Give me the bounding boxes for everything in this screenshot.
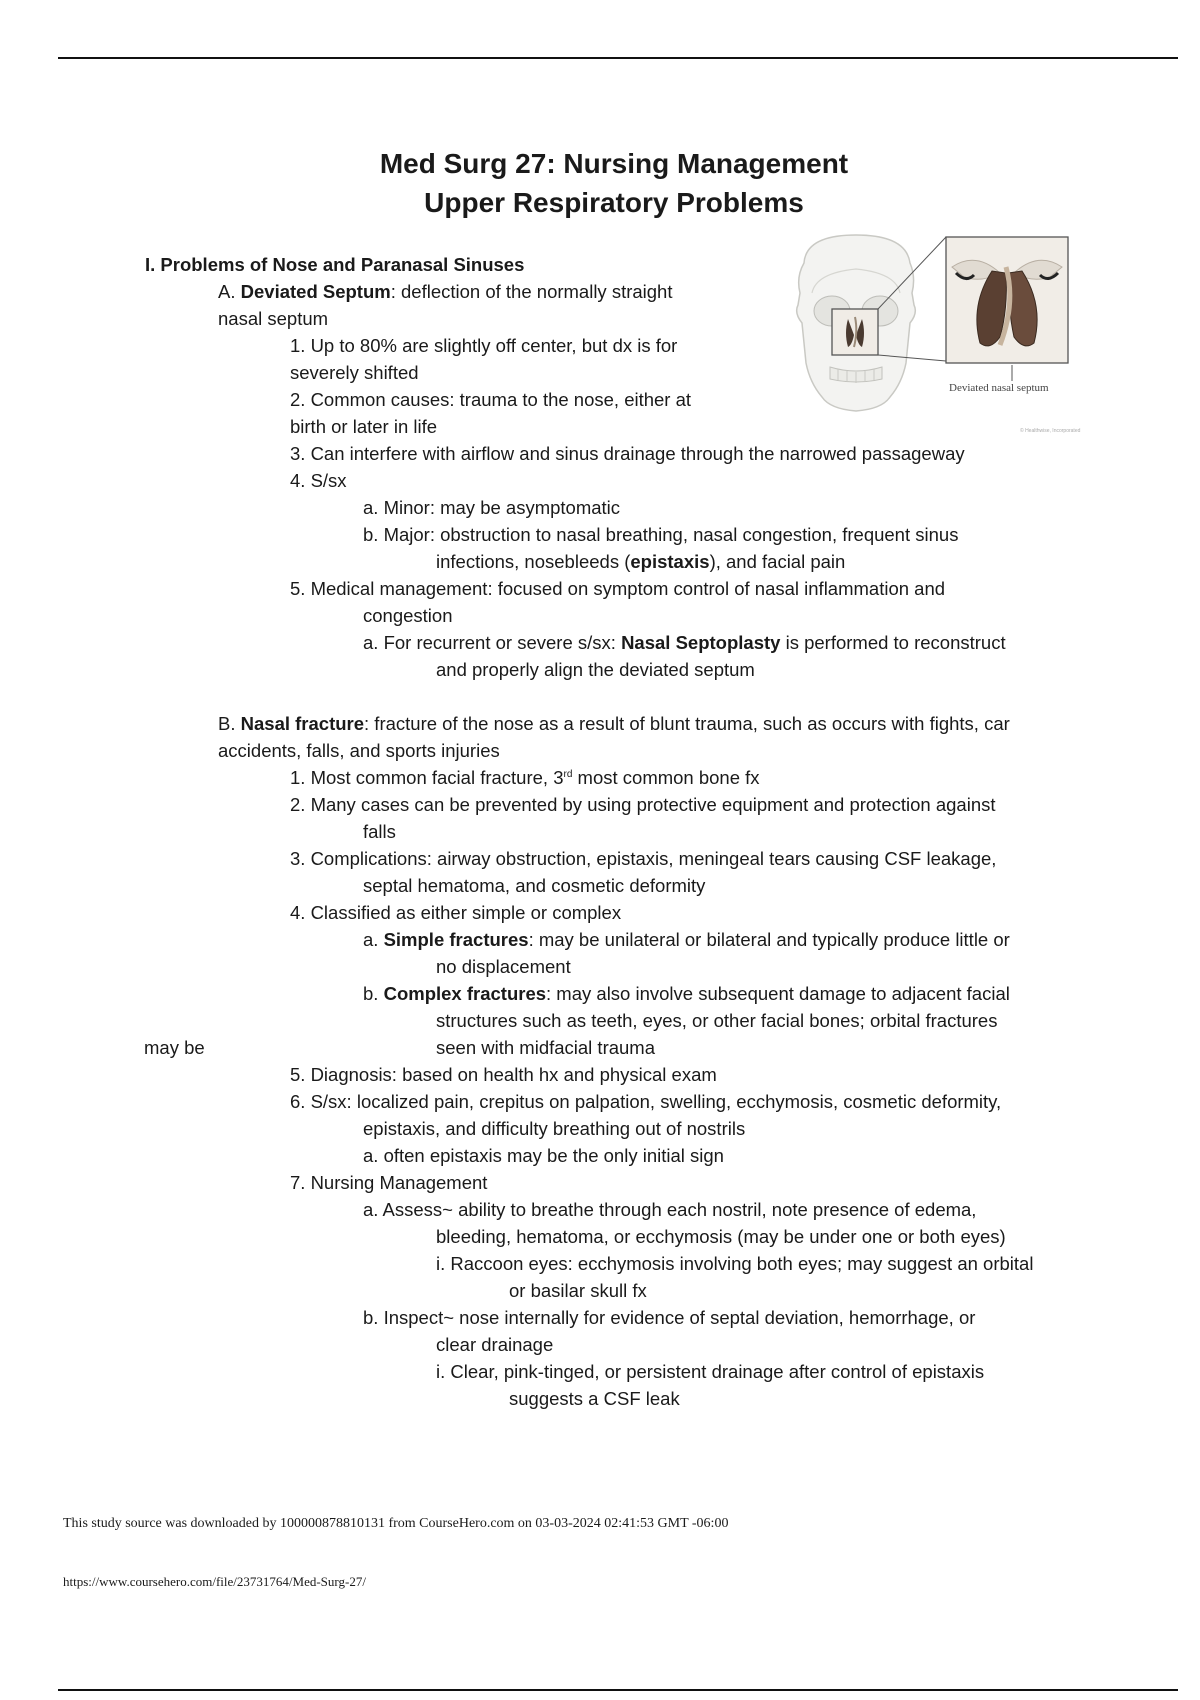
source-url[interactable]: https://www.coursehero.com/file/23731764/Med-Surg-27/ (63, 1574, 366, 1589)
outline-item: a. Simple fractures: may be unilateral or bilateral and typically produce little or (363, 929, 1010, 950)
outline-item: or basilar skull fx (509, 1280, 647, 1301)
outline-item: 1. Most common facial fracture, 3rd most common bone fx (290, 767, 760, 788)
outline-item: 5. Medical management: focused on symptom control of nasal inflammation and (290, 578, 946, 599)
figure-credit: © Healthwise, Incorporated (1020, 428, 1081, 434)
outline-item: a. For recurrent or severe s/sx: Nasal Septoplasty is performed to reconstruct (363, 632, 1006, 653)
outline-item: b. Complex fractures: may also involve subsequent damage to adjacent facial (363, 983, 1010, 1004)
outline-item: a. often epistaxis may be the only initial sign (363, 1145, 724, 1166)
outline-item: and properly align the deviated septum (436, 659, 755, 680)
outline-item: clear drainage (436, 1334, 554, 1355)
document-body (145, 251, 1085, 1412)
outline-item: B. Nasal fracture: fracture of the nose as a result of blunt trauma, such as occurs with fights, car (218, 713, 1010, 734)
page-title: Med Surg 27: Nursing Management (379, 148, 849, 179)
outline-item: no displacement (436, 956, 571, 977)
section-heading: I. Problems of Nose and Paranasal Sinuses (145, 254, 525, 275)
margin-note: may be (144, 1037, 205, 1058)
outline-item: 3. Can interfere with airflow and sinus drainage through the narrowed passageway (290, 443, 965, 464)
outline-item: A. Deviated Septum: deflection of the normally straight (218, 281, 673, 302)
outline-item: 2. Many cases can be prevented by using protective equipment and protection against (290, 794, 996, 815)
outline-item: congestion (363, 605, 453, 626)
outline-item: 4. S/sx (290, 470, 347, 491)
outline-item: a. Assess~ ability to breathe through each nostril, note presence of edema, (363, 1199, 977, 1220)
outline-item: 1. Up to 80% are slightly off center, but dx is for (290, 335, 678, 356)
outline-item: i. Raccoon eyes: ecchymosis involving both eyes; may suggest an orbital (436, 1253, 1034, 1274)
outline-item: 4. Classified as either simple or complex (290, 902, 622, 923)
outline-item: bleeding, hematoma, or ecchymosis (may be under one or both eyes) (436, 1226, 1006, 1247)
outline-item: severely shifted (290, 362, 419, 383)
figure-caption: Deviated nasal septum (949, 382, 1049, 394)
outline-item: suggests a CSF leak (509, 1388, 680, 1409)
outline-item: epistaxis, and difficulty breathing out of nostrils (363, 1118, 746, 1139)
outline-item: may be seen with midfacial trauma (145, 1034, 1085, 1061)
outline-item: 7. Nursing Management (290, 1172, 488, 1193)
outline-item: i. Clear, pink-tinged, or persistent drainage after control of epistaxis (436, 1361, 985, 1382)
top-rule (58, 57, 1178, 59)
outline-item: b. Inspect~ nose internally for evidence of septal deviation, hemorrhage, or (363, 1307, 976, 1328)
outline-item: 3. Complications: airway obstruction, epistaxis, meningeal tears causing CSF leakage, (290, 848, 997, 869)
outline-item: 2. Common causes: trauma to the nose, either at (290, 389, 692, 410)
page-subtitle: Upper Respiratory Problems (424, 187, 804, 218)
outline-item: a. Minor: may be asymptomatic (363, 497, 621, 518)
outline-item: accidents, falls, and sports injuries (218, 740, 500, 761)
outline-item: birth or later in life (290, 416, 438, 437)
bottom-rule (58, 1689, 1178, 1691)
outline-item: nasal septum (218, 308, 329, 329)
outline-item: structures such as teeth, eyes, or other facial bones; orbital fractures (436, 1010, 998, 1031)
outline-item: infections, nosebleeds (epistaxis), and facial pain (436, 551, 846, 572)
outline-item: b. Major: obstruction to nasal breathing, nasal congestion, frequent sinus (363, 524, 959, 545)
outline-item: 5. Diagnosis: based on health hx and physical exam (290, 1064, 717, 1085)
outline-item: 6. S/sx: localized pain, crepitus on palpation, swelling, ecchymosis, cosmetic deformity, (290, 1091, 1002, 1112)
download-note: This study source was downloaded by 100000878810131 from CourseHero.com on 03-03-2024 02:41:53 GMT -06:00 (63, 1516, 729, 1531)
outline-item: septal hematoma, and cosmetic deformity (363, 875, 706, 896)
outline-item: falls (363, 821, 396, 842)
